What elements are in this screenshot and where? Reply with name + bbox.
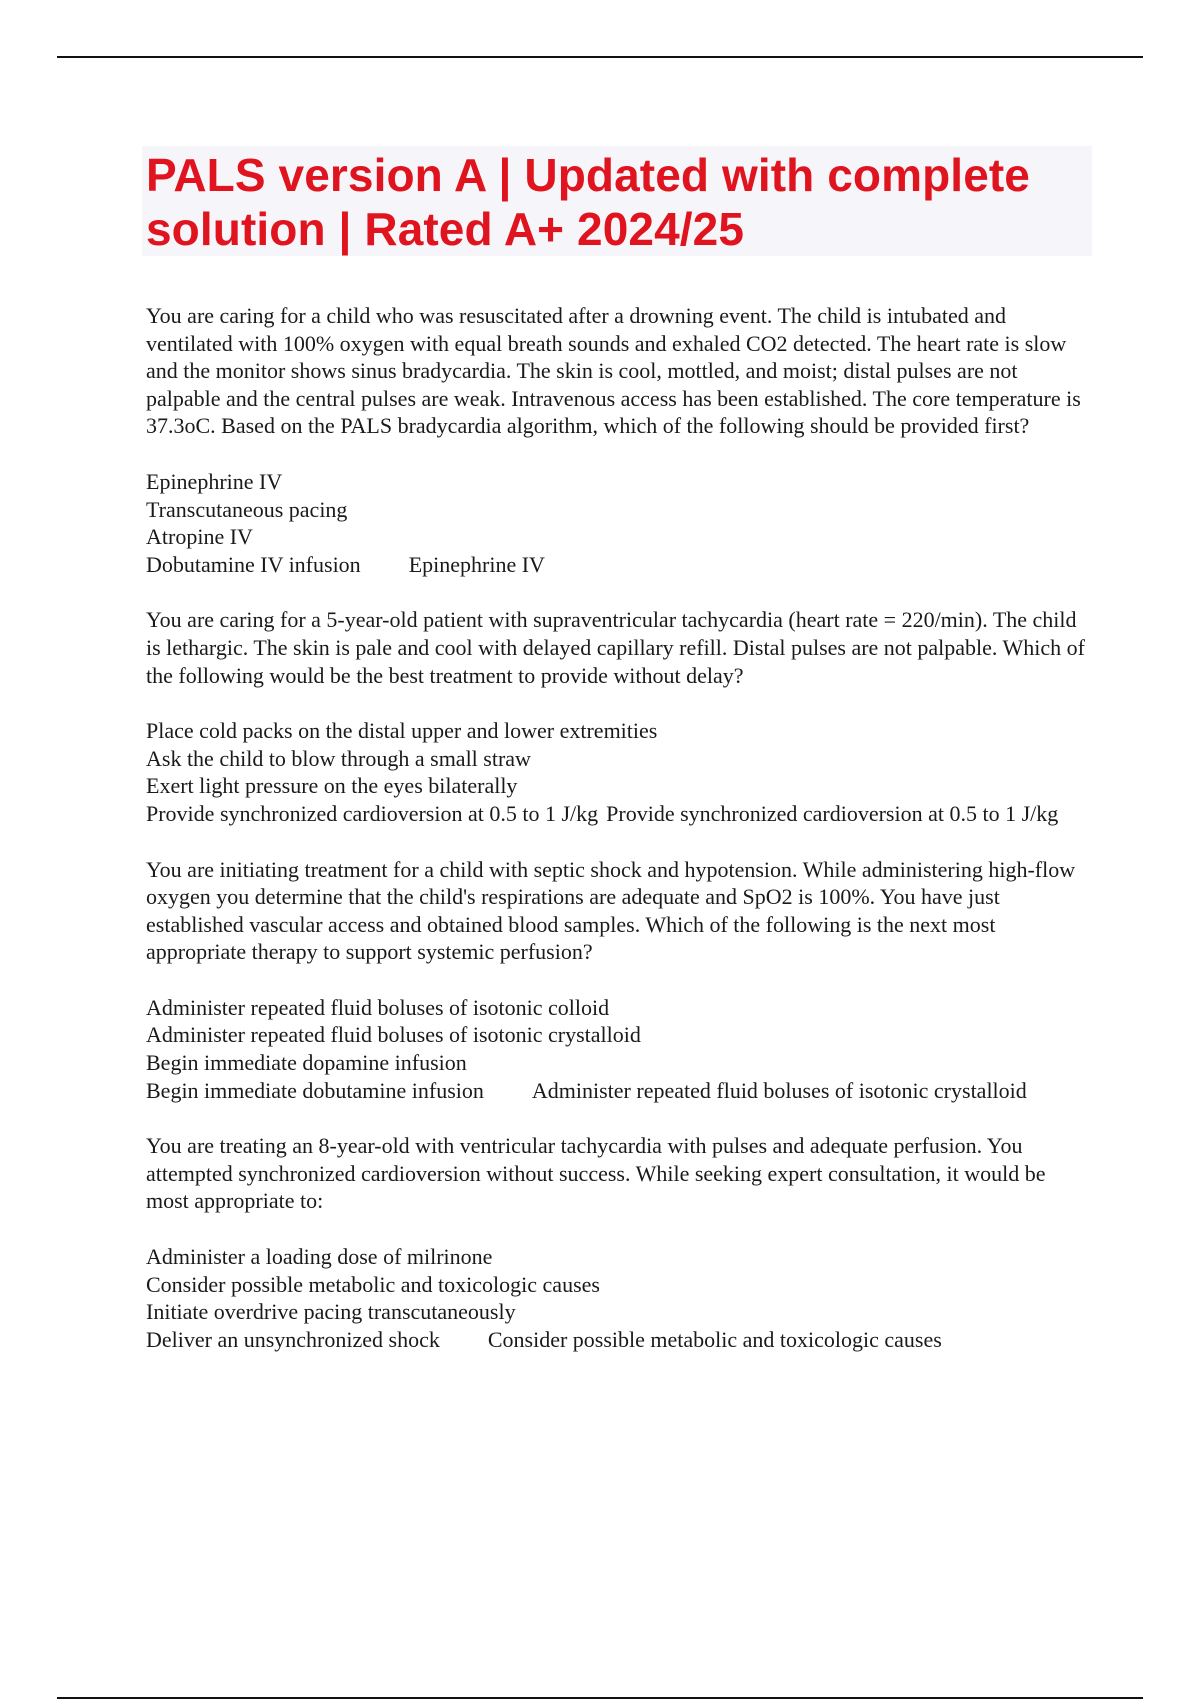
option-text: Provide synchronized cardioversion at 0.5 to 1 J/kg (146, 800, 599, 826)
question-text: You are caring for a 5-year-old patient with supraventricular tachycardia (heart rate = 220/min). The child is lethargic. The skin is pale and cool with delayed capillary refill. Distal pulses are not palpable. Which of the following would be the best treatment to provide without delay? (146, 607, 1086, 688)
option-item-last (146, 1077, 1092, 1105)
question-text: You are treating an 8-year-old with ventricular tachycardia with pulses and adequate perfusion. You attempted synchronized cardioversion without success. While seeking expert consultation, it would be most appropriate to: (146, 1133, 1046, 1214)
option-list (146, 468, 1092, 578)
option-item-last (146, 1326, 1092, 1354)
option-item: Administer repeated fluid boluses of isotonic colloid (146, 994, 610, 1020)
title-banner (142, 146, 1092, 256)
answer-text: Provide synchronized cardioversion at 0.5 to 1 J/kg (606, 800, 1059, 826)
option-list (146, 994, 1092, 1104)
option-list (146, 717, 1092, 827)
option-item-last (146, 800, 1092, 828)
question-text: You are caring for a child who was resuscitated after a drowning event. The child is intubated and ventilated with 100% oxygen with equal breath sounds and exhaled CO2 detected. The heart rate is slow and the monitor shows sinus bradycardia. The skin is cool, mottled, and moist; distal pulses are not palpable and the central pulses are weak. Intravenous access has been established. The core temperature is 37.3oC. Based on the PALS bradycardia algorithm, which of the following should be provided first? (146, 303, 1081, 439)
option-item: Administer repeated fluid boluses of isotonic crystalloid (146, 1022, 641, 1048)
option-item: Administer a loading dose of milrinone (146, 1244, 493, 1270)
option-item: Exert light pressure on the eyes bilaterally (146, 773, 518, 799)
option-item: Place cold packs on the distal upper and lower extremities (146, 718, 658, 744)
option-item: Consider possible metabolic and toxicologic causes (146, 1271, 600, 1297)
option-text: Dobutamine IV infusion (146, 551, 361, 577)
answer-text: Administer repeated fluid boluses of isotonic crystalloid (531, 1077, 1027, 1103)
option-item-last (146, 551, 1092, 579)
option-text: Deliver an unsynchronized shock (146, 1326, 440, 1352)
option-item: Atropine IV (146, 524, 253, 550)
option-item: Initiate overdrive pacing transcutaneously (146, 1299, 516, 1325)
top-rule (57, 56, 1143, 58)
document-body (146, 302, 1092, 1381)
option-text: Begin immediate dobutamine infusion (146, 1077, 484, 1103)
option-item: Begin immediate dopamine infusion (146, 1050, 467, 1076)
bottom-rule (57, 1697, 1143, 1699)
question-text: You are initiating treatment for a child with septic shock and hypotension. While administering high-flow oxygen you determine that the child's respirations are adequate and SpO2 is 100%. You have just established vascular access and obtained blood samples. Which of the following is the next most appropriate therapy to support systemic perfusion? (146, 856, 1076, 965)
answer-text: Consider possible metabolic and toxicologic causes (487, 1326, 942, 1352)
option-list (146, 1243, 1092, 1353)
option-item: Ask the child to blow through a small straw (146, 745, 531, 771)
option-item: Transcutaneous pacing (146, 496, 348, 522)
document-title: PALS version A | Updated with complete solution | Rated A+ 2024/25 (146, 149, 1030, 255)
answer-text: Epinephrine IV (408, 551, 545, 577)
option-item: Epinephrine IV (146, 468, 283, 494)
